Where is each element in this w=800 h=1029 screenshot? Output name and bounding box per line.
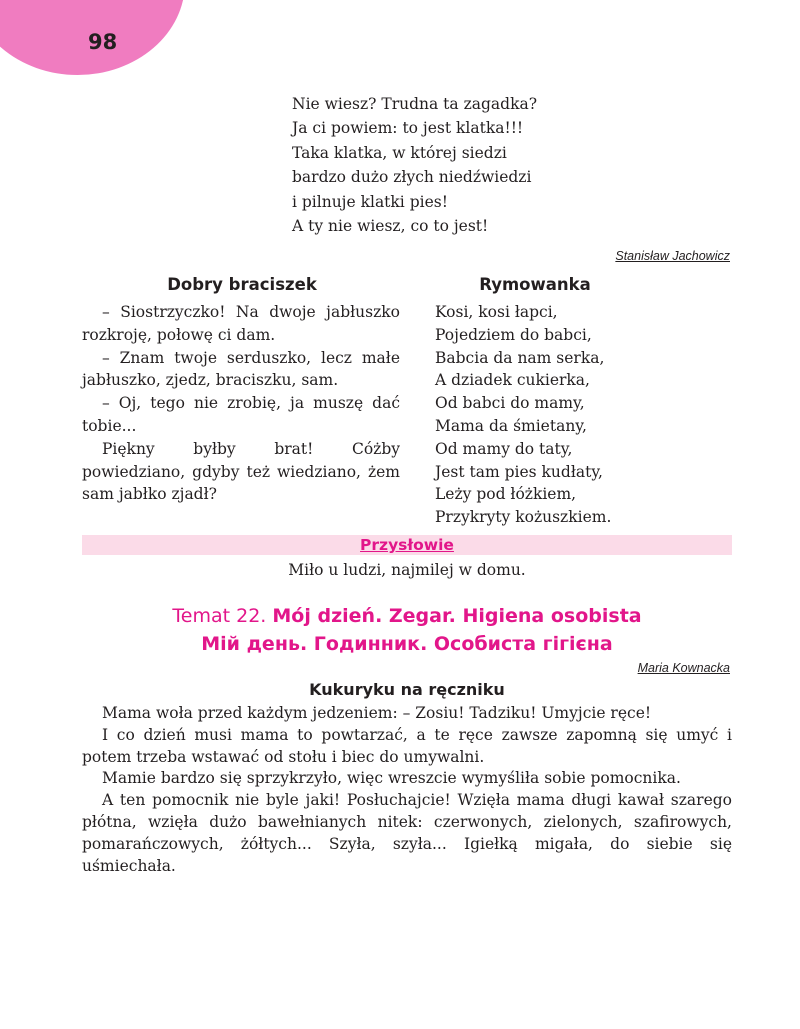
- topic-title-ukrainian: Мій день. Годинник. Особиста гігієна: [201, 633, 613, 655]
- proverb-title: Przysłowie: [360, 536, 454, 554]
- poem-line: bardzo dużo złych niedźwiedzi: [292, 168, 532, 187]
- topic-heading: [82, 605, 732, 627]
- poem-line: Nie wiesz? Trudna ta zagadka?: [292, 95, 538, 113]
- poem-line: Leży pod łóżkiem,: [435, 485, 577, 504]
- paragraph: – Oj, tego nie zrobię, ja muszę dać tobie...: [82, 394, 400, 435]
- page-number: 98: [88, 30, 118, 54]
- poem-line: A ty nie wiesz, co to jest!: [292, 217, 489, 236]
- poem-line: Jest tam pies kudłaty,: [435, 462, 603, 481]
- poem-line: Babcia da nam serka,: [435, 348, 605, 367]
- poem-line: A dziadek cukierka,: [435, 371, 590, 390]
- paragraph: I co dzień musi mama to powtarzać, a te ręce zawsze zapomną się umyć i potem trzeba wstawać od stołu i biec do umywalni.: [82, 725, 732, 766]
- story-author: Maria Kownacka: [637, 661, 730, 675]
- paragraph: – Znam twoje serduszko, lecz małe jabłuszko, zjedz, braciszku, sam.: [82, 348, 400, 390]
- proverb-text: Miło u ludzi, najmilej w domu.: [288, 561, 526, 579]
- paragraph: Mamie bardzo się sprzykrzyło, więc wreszcie wymyśliła sobie pomocnika.: [102, 769, 681, 788]
- left-story-title: Dobry braciszek: [167, 275, 317, 294]
- story-body: [82, 703, 732, 877]
- top-poem-author: Stanisław Jachowicz: [615, 249, 730, 263]
- topic-number: Temat 22.: [172, 605, 267, 627]
- poem-line: Przykryty kożuszkiem.: [435, 508, 612, 527]
- topic-title-polish: Mój dzień. Zegar. Higiena osobista: [272, 605, 642, 627]
- paragraph: Piękny byłby brat! Cóżby powiedziano, gdyby też wiedziano, żem sam jabłko zjadł?: [82, 439, 400, 504]
- paragraph: A ten pomocnik nie byle jaki! Posłuchajcie! Wzięła mama długi kawał szarego płótna, wzięła dużo bawełnianych nitek: czerwonych, zielonych, szafirowych, pomarańczowych, żółtych... Szyła, szyła... Igiełką migała, do siebie się uśmiechała.: [82, 791, 732, 875]
- poem-line: i pilnuje klatki pies!: [292, 192, 448, 211]
- poem-line: Pojedziem do babci,: [435, 325, 592, 344]
- proverb-banner: [82, 535, 732, 555]
- paragraph: Mama woła przed każdym jedzeniem: – Zosiu! Tadziku! Umyjcie ręce!: [102, 704, 652, 722]
- poem-line: Mama da śmietany,: [435, 416, 587, 435]
- right-poem-body: [435, 301, 611, 529]
- poem-line: Od babci do mamy,: [435, 394, 585, 413]
- left-story-body: [82, 301, 400, 506]
- poem-line: Od mamy do taty,: [435, 439, 573, 458]
- top-poem: [292, 92, 537, 238]
- poem-line: Taka klatka, w której siedzi: [292, 143, 507, 162]
- poem-line: Kosi, kosi łapci,: [435, 303, 558, 321]
- story-title: Kukuryku na ręczniku: [309, 680, 505, 699]
- poem-line: Ja ci powiem: to jest klatka!!!: [292, 119, 524, 138]
- paragraph: – Siostrzyczko! Na dwoje jabłuszko rozkroję, połowę ci dam.: [82, 303, 400, 344]
- right-poem-title: Rymowanka: [479, 275, 591, 294]
